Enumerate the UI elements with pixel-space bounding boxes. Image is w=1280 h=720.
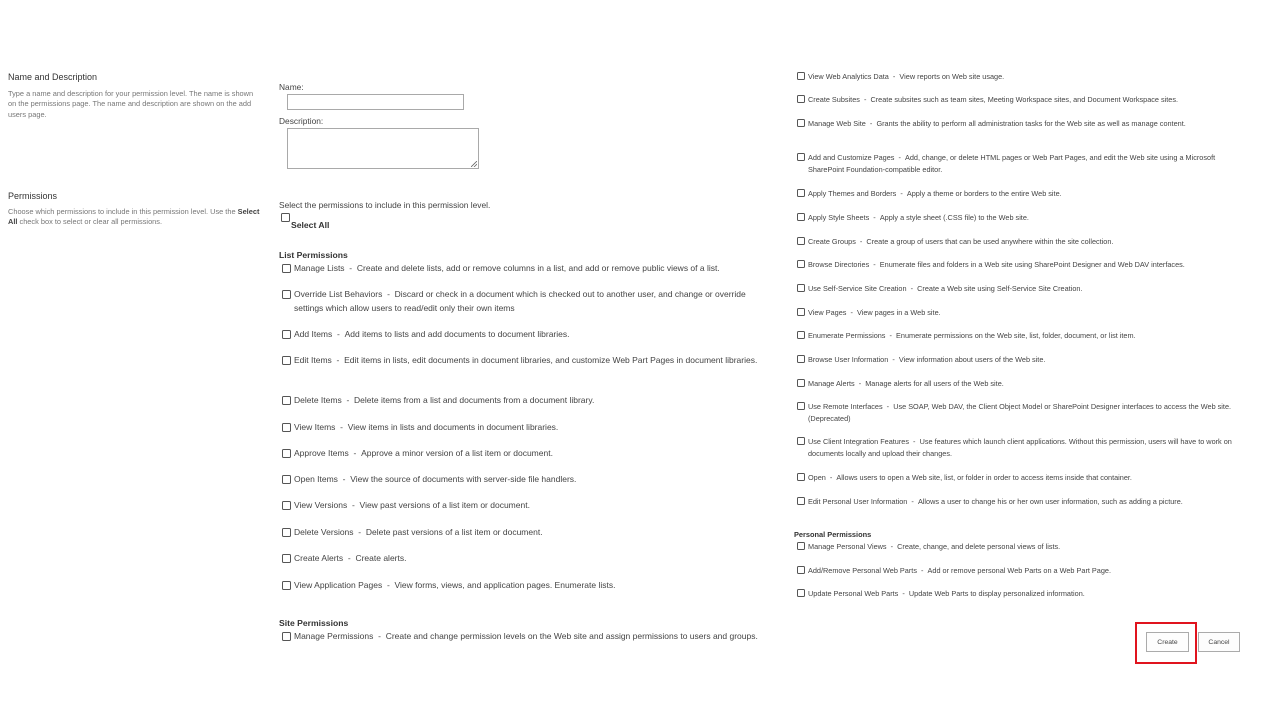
permission-separator: -	[346, 263, 355, 273]
cancel-button[interactable]: Cancel	[1198, 632, 1240, 652]
checkbox-apply-style-sheets[interactable]	[797, 213, 805, 221]
permission-name: Apply Style Sheets	[808, 213, 870, 222]
permission-name: Delete Items	[294, 395, 342, 405]
checkbox-delete-versions[interactable]	[282, 528, 291, 537]
permission-description: Add or remove personal Web Parts on a Web Part Page.	[927, 566, 1111, 575]
permission-name: View Versions	[294, 500, 348, 510]
permission-text	[808, 330, 1136, 342]
permission-description: View items in lists and documents in document libraries.	[347, 422, 559, 432]
checkbox-use-client-integration-features[interactable]	[797, 437, 805, 445]
permission-description: Manage alerts for all users of the Web site.	[865, 379, 1004, 388]
permission-description: Use SOAP, Web DAV, the Client Object Model or SharePoint Designer interfaces to access the Web site. (Deprecated)	[808, 402, 1232, 423]
checkbox-override-list-behaviors[interactable]	[282, 290, 291, 299]
permission-description: Create subsites such as team sites, Meeting Workspace sites, and Document Workspace sites.	[870, 95, 1179, 104]
permission-text	[294, 262, 720, 276]
permission-text	[294, 630, 758, 644]
permission-name: Delete Versions	[294, 527, 354, 537]
permission-separator: -	[911, 437, 918, 446]
permission-description: Delete items from a list and documents from a document library.	[354, 395, 595, 405]
checkbox-add-and-customize-pages[interactable]	[797, 153, 805, 161]
permission-name: Manage Web Site	[808, 119, 866, 128]
personal-permissions-heading: Personal Permissions	[794, 530, 872, 539]
permission-separator: -	[351, 448, 359, 458]
permission-text	[294, 288, 764, 315]
permission-text	[808, 401, 1233, 424]
checkbox-create-groups[interactable]	[797, 237, 805, 245]
permission-delete-items[interactable]	[282, 394, 764, 408]
permission-separator: -	[919, 566, 926, 575]
checkbox-view-versions[interactable]	[282, 501, 291, 510]
checkbox-open-items[interactable]	[282, 475, 291, 484]
permission-name: Add Items	[294, 329, 333, 339]
permission-description: Enumerate permissions on the Web site, list, folder, document, or list item.	[896, 331, 1136, 340]
permission-approve-items[interactable]	[282, 447, 764, 461]
permission-description: Create alerts.	[355, 553, 407, 563]
checkbox-approve-items[interactable]	[282, 449, 291, 458]
permission-add-and-customize-pages[interactable]	[797, 152, 1233, 175]
permission-name: Create Groups	[808, 237, 856, 246]
permission-description: Grants the ability to perform all administration tasks for the Web site as well as manage content.	[876, 119, 1186, 128]
permission-browse-user-information[interactable]	[797, 354, 1233, 366]
permission-text	[808, 307, 941, 319]
permission-description: Discard or check in a document which is checked out to another user, and change or override settings which allow users to read/edit only their own items	[294, 289, 746, 313]
permissions-section-help	[8, 207, 260, 228]
permission-view-application-pages[interactable]	[282, 579, 764, 593]
permission-edit-personal-user-information[interactable]	[797, 496, 1233, 508]
checkbox-delete-items[interactable]	[282, 396, 291, 405]
permission-text	[808, 94, 1178, 106]
permission-separator: -	[355, 527, 364, 537]
permission-name: View Web Analytics Data	[808, 72, 889, 81]
permission-description: Add items to lists and add documents to document libraries.	[344, 329, 570, 339]
permission-name: Use Self-Service Site Creation	[808, 284, 907, 293]
checkbox-use-self-service-site-creation[interactable]	[797, 284, 805, 292]
permission-create-alerts[interactable]	[282, 552, 764, 566]
checkbox-view-application-pages[interactable]	[282, 581, 291, 590]
permission-name: View Pages	[808, 308, 847, 317]
permission-edit-items[interactable]	[282, 354, 764, 368]
permission-description: View pages in a Web site.	[856, 308, 941, 317]
permission-name: Edit Personal User Information	[808, 497, 908, 506]
permission-name: Open	[808, 473, 826, 482]
permission-name: Manage Lists	[294, 263, 345, 273]
checkbox-manage-personal-views[interactable]	[797, 542, 805, 550]
name-input[interactable]	[287, 94, 464, 110]
permission-separator: -	[871, 260, 878, 269]
permission-separator: -	[898, 189, 905, 198]
permission-override-list-behaviors[interactable]	[282, 288, 764, 315]
permission-description: Create and change permission levels on the Web site and assign permissions to users and groups.	[385, 631, 758, 641]
permission-separator: -	[884, 402, 892, 411]
permission-separator: -	[344, 395, 352, 405]
permissions-help-text-start: Choose which permissions to include in this permission level. Use the	[8, 207, 238, 216]
permission-text	[808, 212, 1029, 224]
permission-view-versions[interactable]	[282, 499, 764, 513]
permission-text	[294, 354, 757, 368]
permission-text	[294, 526, 543, 540]
checkbox-edit-personal-user-information[interactable]	[797, 497, 805, 505]
permission-name: Manage Personal Views	[808, 542, 887, 551]
permission-separator: -	[896, 153, 903, 162]
checkbox-create-alerts[interactable]	[282, 554, 291, 563]
permission-create-subsites[interactable]	[797, 94, 1233, 106]
permission-text	[808, 354, 1045, 366]
permission-name: Use Remote Interfaces	[808, 402, 883, 411]
permission-text	[808, 152, 1233, 175]
checkbox-manage-alerts[interactable]	[797, 379, 805, 387]
permission-text	[294, 421, 558, 435]
permission-name: Edit Items	[294, 355, 332, 365]
permission-manage-personal-views[interactable]	[797, 541, 1233, 553]
permission-browse-directories[interactable]	[797, 259, 1233, 271]
permission-separator: -	[909, 497, 916, 506]
list-permissions-heading: List Permissions	[279, 250, 348, 260]
permission-text	[294, 552, 406, 566]
permission-add-remove-personal-web-parts[interactable]	[797, 565, 1233, 577]
permission-name: Manage Alerts	[808, 379, 855, 388]
permission-name: Open Items	[294, 474, 338, 484]
permission-description: View past versions of a list item or document.	[359, 500, 530, 510]
permissions-section-title: Permissions	[8, 191, 58, 201]
checkbox-use-remote-interfaces[interactable]	[797, 402, 805, 410]
checkbox-apply-themes-and-borders[interactable]	[797, 189, 805, 197]
name-description-section-help: Type a name and description for your permission level. The name is shown on the permissions page. The name and description are shown on the add users page.	[8, 89, 254, 119]
permission-text	[808, 71, 1004, 83]
permission-use-client-integration-features[interactable]	[797, 436, 1233, 459]
permission-text	[808, 436, 1233, 459]
name-label: Name:	[279, 82, 304, 92]
permission-separator: -	[856, 379, 864, 388]
permission-separator: -	[384, 289, 393, 299]
permission-apply-style-sheets[interactable]	[797, 212, 1233, 224]
permission-enumerate-permissions[interactable]	[797, 330, 1233, 342]
permission-text	[294, 447, 553, 461]
checkbox-view-pages[interactable]	[797, 308, 805, 316]
permission-open[interactable]	[797, 472, 1233, 484]
permission-description: Update Web Parts to display personalized information.	[908, 589, 1085, 598]
permission-separator: -	[337, 422, 346, 432]
permission-description: View the source of documents with server-side file handlers.	[350, 474, 577, 484]
permission-description: Use features which launch client applications. Without this permission, users will have to work on documents locally and upload their changes.	[808, 437, 1232, 458]
permission-description: Delete past versions of a list item or document.	[365, 527, 543, 537]
permission-separator: -	[887, 331, 894, 340]
permission-description: Create a Web site using Self-Service Site Creation.	[917, 284, 1083, 293]
permission-text	[808, 496, 1183, 508]
permission-manage-alerts[interactable]	[797, 378, 1233, 390]
permission-name: Update Personal Web Parts	[808, 589, 899, 598]
permission-text	[294, 328, 570, 342]
permission-separator: -	[827, 473, 835, 482]
description-label: Description:	[279, 116, 324, 126]
permission-name: Create Alerts	[294, 553, 344, 563]
checkbox-view-items[interactable]	[282, 423, 291, 432]
permission-update-personal-web-parts[interactable]	[797, 588, 1233, 600]
permission-separator: -	[345, 553, 354, 563]
permission-text	[808, 118, 1186, 130]
checkbox-open[interactable]	[797, 473, 805, 481]
checkbox-manage-permissions[interactable]	[282, 632, 291, 641]
permission-view-web-analytics-data[interactable]	[797, 71, 1233, 83]
permission-name: Override List Behaviors	[294, 289, 383, 299]
permission-name: Use Client Integration Features	[808, 437, 909, 446]
resize-grip-icon[interactable]	[471, 161, 477, 167]
permission-manage-permissions[interactable]	[282, 630, 764, 644]
checkbox-view-web-analytics-data[interactable]	[797, 72, 805, 80]
permission-text	[808, 259, 1185, 271]
select-all-option[interactable]	[281, 212, 329, 230]
permission-description: View reports on Web site usage.	[899, 72, 1005, 81]
permission-text	[294, 499, 530, 513]
permission-text	[808, 236, 1113, 248]
permissions-help-text-end: check box to select or clear all permissions.	[17, 217, 163, 227]
checkbox-add-remove-personal-web-parts[interactable]	[797, 566, 805, 574]
permission-description: Allows a user to change his or her own user information, such as adding a picture.	[917, 497, 1183, 506]
permission-text	[294, 579, 615, 593]
permission-name: Create Subsites	[808, 95, 860, 104]
permission-apply-themes-and-borders[interactable]	[797, 188, 1233, 200]
permission-separator: -	[375, 631, 384, 641]
permission-name: Add and Customize Pages	[808, 153, 895, 162]
permission-text	[808, 565, 1111, 577]
permission-description: Create and delete lists, add or remove columns in a list, and add or remove public views of a list.	[356, 263, 720, 273]
permission-name: Approve Items	[294, 448, 349, 458]
permissions-help-select-all: Select All	[8, 207, 260, 227]
permission-add-items[interactable]	[282, 328, 764, 342]
permission-text	[808, 472, 1132, 484]
site-permissions-heading: Site Permissions	[279, 618, 349, 628]
permission-separator: -	[908, 284, 916, 293]
permission-separator: -	[334, 355, 342, 365]
permission-description: Apply a style sheet (.CSS file) to the Web site.	[879, 213, 1029, 222]
checkbox-edit-items[interactable]	[282, 356, 291, 365]
permission-description: Enumerate files and folders in a Web site using SharePoint Designer and Web DAV interfaces.	[879, 260, 1185, 269]
permission-separator: -	[888, 542, 896, 551]
permission-use-self-service-site-creation[interactable]	[797, 283, 1233, 295]
create-button[interactable]: Create	[1146, 632, 1189, 652]
permission-manage-web-site[interactable]	[797, 118, 1233, 130]
permission-separator: -	[340, 474, 348, 484]
permission-separator: -	[890, 355, 897, 364]
permission-separator: -	[890, 72, 898, 81]
permission-text	[294, 473, 576, 487]
permission-description: Create, change, and delete personal views of lists.	[897, 542, 1061, 551]
name-description-section-title: Name and Description	[8, 72, 98, 82]
permission-description: Create a group of users that can be used anywhere within the site collection.	[866, 237, 1114, 246]
permission-manage-lists[interactable]	[282, 262, 764, 276]
select-permissions-prompt: Select the permissions to include in this permission level.	[279, 200, 491, 210]
permission-text	[808, 378, 1004, 390]
permission-name: View Application Pages	[294, 580, 383, 590]
permission-description: View forms, views, and application pages. Enumerate lists.	[394, 580, 616, 590]
permission-view-pages[interactable]	[797, 307, 1233, 319]
permission-separator: -	[900, 589, 907, 598]
permission-separator: -	[349, 500, 358, 510]
permission-separator: -	[867, 119, 875, 128]
permission-name: View Items	[294, 422, 336, 432]
checkbox-update-personal-web-parts[interactable]	[797, 589, 805, 597]
checkbox-manage-lists[interactable]	[282, 264, 291, 273]
checkbox-browse-user-information[interactable]	[797, 355, 805, 363]
permission-separator: -	[848, 308, 855, 317]
checkbox-enumerate-permissions[interactable]	[797, 331, 805, 339]
permission-text	[808, 188, 1062, 200]
permission-description: Apply a theme or borders to the entire Web site.	[906, 189, 1062, 198]
permission-open-items[interactable]	[282, 473, 764, 487]
permission-separator: -	[384, 580, 393, 590]
permission-description: Edit items in lists, edit documents in document libraries, and customize Web Part Pages in document libraries.	[344, 355, 758, 365]
permission-text	[808, 541, 1060, 553]
permission-text	[294, 394, 594, 408]
checkbox-manage-web-site[interactable]	[797, 119, 805, 127]
permission-name: Add/Remove Personal Web Parts	[808, 566, 917, 575]
permission-description: Add, change, or delete HTML pages or Web Part Pages, and edit the Web site using a Microsoft SharePoint Foundation-compatible editor.	[808, 153, 1216, 174]
checkbox-browse-directories[interactable]	[797, 260, 805, 268]
permission-text	[808, 588, 1085, 600]
description-textarea[interactable]	[287, 128, 479, 169]
select-all-checkbox[interactable]	[281, 213, 290, 222]
permission-description: View information about users of the Web site.	[898, 355, 1046, 364]
permission-name: Enumerate Permissions	[808, 331, 886, 340]
permission-description: Allows users to open a Web site, list, or folder in order to access items inside that container.	[836, 473, 1132, 482]
permission-separator: -	[334, 329, 343, 339]
permission-separator: -	[871, 213, 878, 222]
checkbox-add-items[interactable]	[282, 330, 291, 339]
checkbox-create-subsites[interactable]	[797, 95, 805, 103]
permission-description: Approve a minor version of a list item or document.	[361, 448, 553, 458]
permission-separator: -	[861, 95, 869, 104]
permission-name: Browse Directories	[808, 260, 870, 269]
permission-create-groups[interactable]	[797, 236, 1233, 248]
permission-name: Apply Themes and Borders	[808, 189, 897, 198]
permission-name: Manage Permissions	[294, 631, 374, 641]
permission-text	[808, 283, 1082, 295]
permission-name: Browse User Information	[808, 355, 889, 364]
permission-use-remote-interfaces[interactable]	[797, 401, 1233, 424]
permission-separator: -	[857, 237, 865, 246]
select-all-label: Select All	[291, 220, 330, 230]
permission-delete-versions[interactable]	[282, 526, 764, 540]
permission-view-items[interactable]	[282, 421, 764, 435]
